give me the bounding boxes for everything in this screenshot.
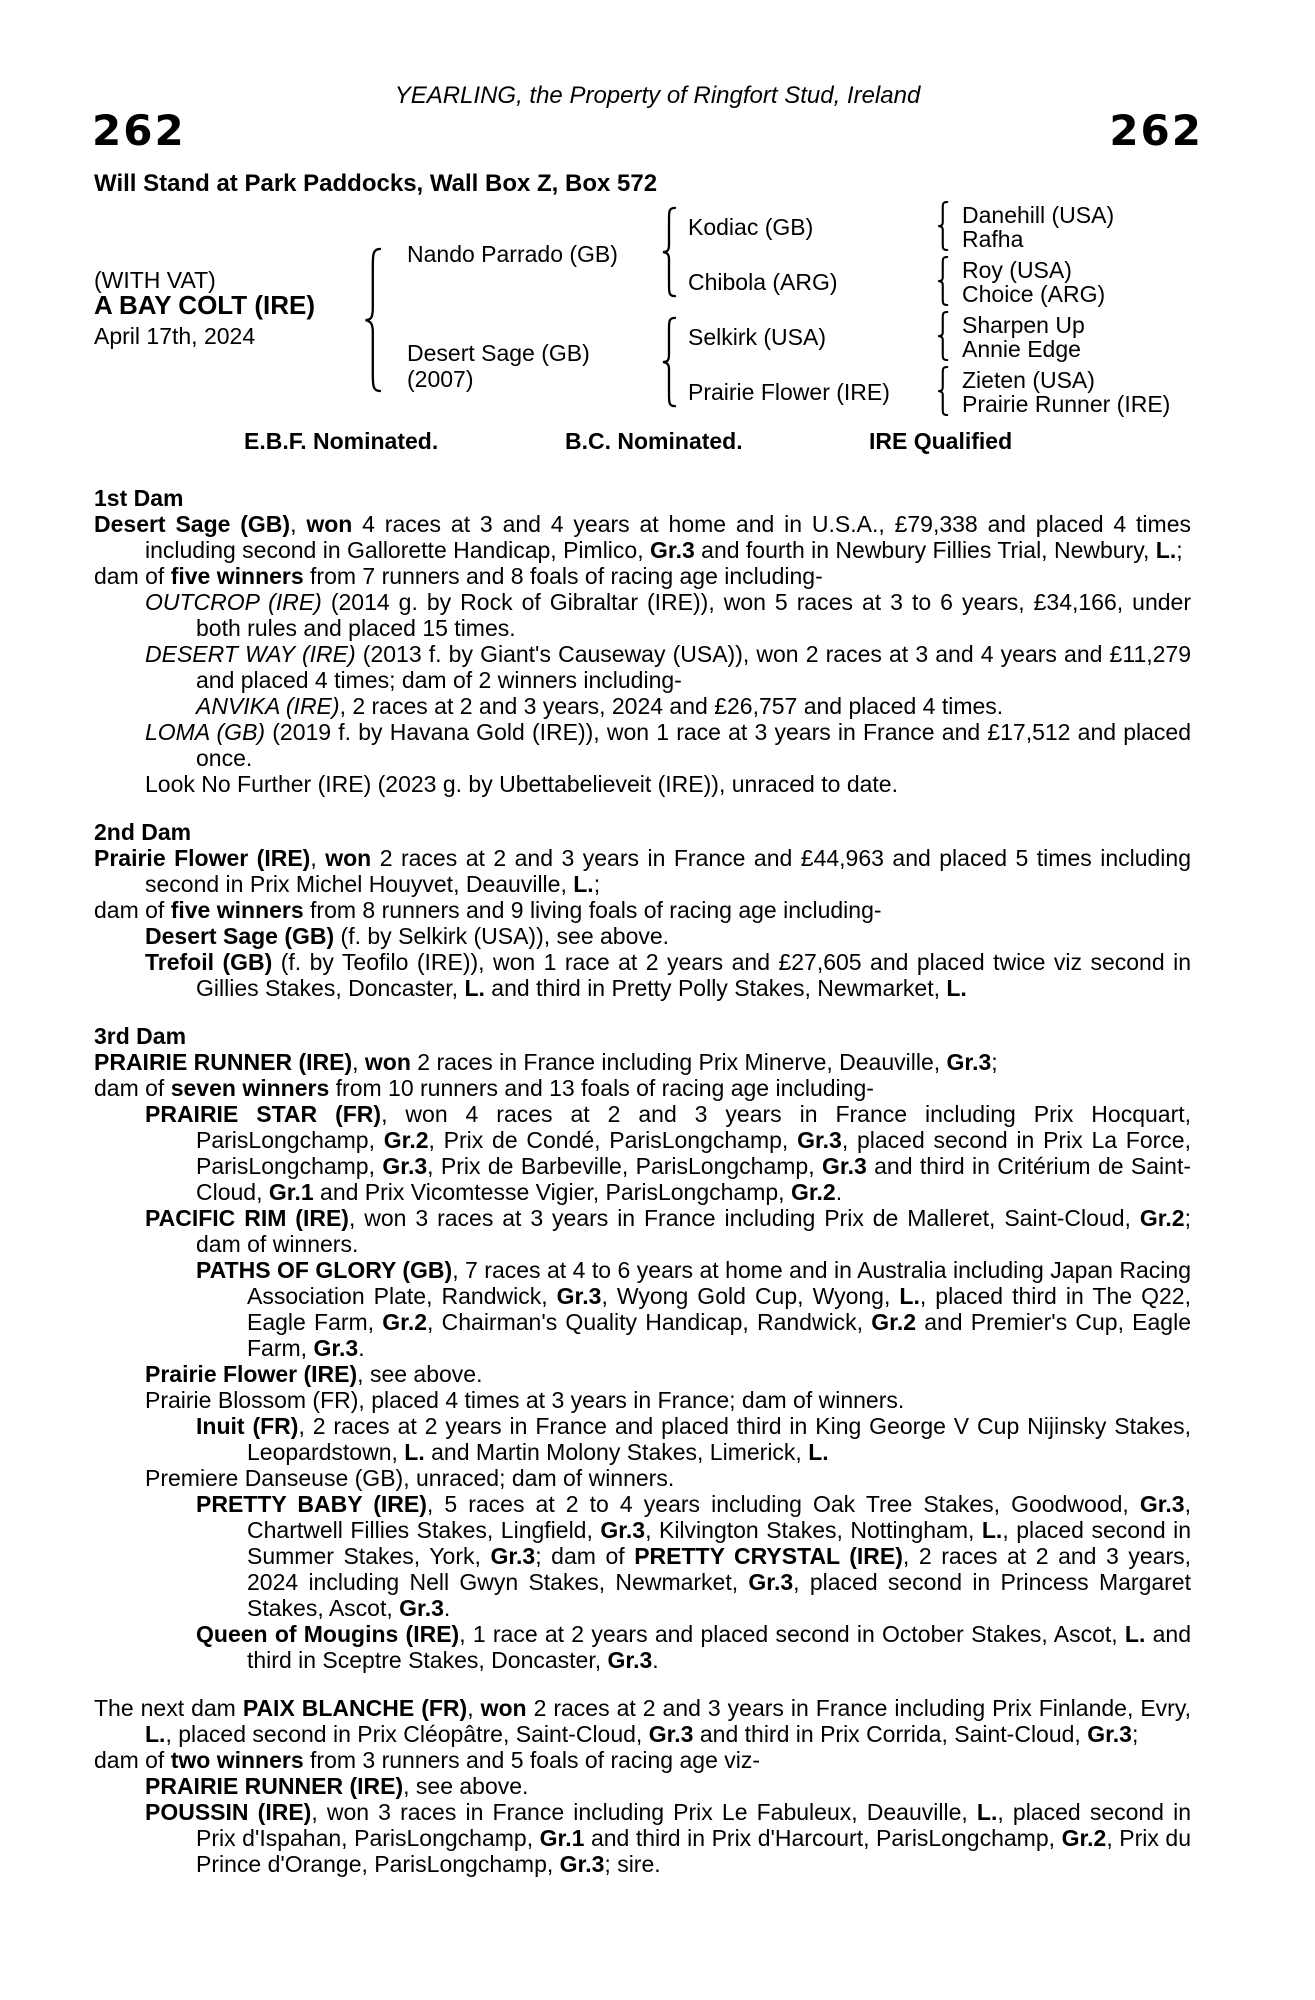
text-segment: and Prix Vicomtesse Vigier, ParisLongchamp, — [313, 1179, 791, 1205]
text-segment: ; sire. — [604, 1851, 661, 1877]
gen3-name: Roy (USA) — [962, 257, 1072, 283]
text-segment: Gr.3 — [1139, 1491, 1185, 1517]
text-segment: . — [358, 1335, 365, 1361]
text-segment: , 2 races at 2 years in France and placed third in King George V Cup Nijinsky Stakes, Leopardstown, — [247, 1413, 1192, 1465]
pedigree-paragraph — [94, 1075, 1191, 1101]
dam-section — [94, 1023, 1191, 1673]
text-segment: ; — [1131, 1721, 1139, 1747]
pedigree-brace-icon — [936, 366, 951, 416]
pedigree-brace-icon — [936, 311, 951, 361]
text-segment: from 3 runners and 5 foals of racing age viz- — [303, 1747, 761, 1773]
text-segment: ; dam of winners. — [196, 1205, 1191, 1257]
text-segment: Prairie Flower (IRE) — [94, 845, 311, 871]
pedigree-paragraph — [94, 1101, 1191, 1205]
text-segment: Gr.3 — [1087, 1721, 1132, 1747]
text-segment: , placed second in Prix La Force, ParisLongchamp, — [196, 1127, 1191, 1179]
pedigree-paragraph — [94, 771, 1191, 797]
text-segment: , see above. — [403, 1773, 529, 1799]
text-segment: and third in Prix d'Harcourt, ParisLongchamp, — [584, 1825, 1062, 1851]
text-segment: L. — [464, 975, 485, 1001]
text-segment: won — [364, 1049, 411, 1075]
bc-nominated-label: B.C. Nominated. — [565, 428, 743, 454]
text-segment: , placed second in Prix d'Ispahan, ParisLongchamp, — [196, 1799, 1192, 1851]
page-title: YEARLING, the Property of Ringfort Stud, Ireland — [394, 82, 921, 109]
pedigree-paragraph — [94, 897, 1191, 923]
text-segment: ; — [991, 1049, 998, 1075]
text-segment: and third in Pretty Polly Stakes, Newmarket, — [484, 975, 947, 1001]
text-segment: L. — [1124, 1621, 1146, 1647]
text-segment: (f. by Teofilo (IRE)), won 1 race at 2 years and £27,605 and placed twice viz second in Gillies Stakes, Doncaster, — [196, 949, 1191, 1001]
text-segment: 2 races in France including Prix Minerve, Deauville, — [410, 1049, 947, 1075]
pedigree-paragraph — [94, 563, 1191, 589]
text-segment: from 10 runners and 13 foals of racing age including- — [329, 1075, 874, 1101]
pedigree-brace-icon — [936, 256, 951, 306]
text-segment: two winners — [170, 1747, 304, 1773]
pedigree-paragraph — [94, 1387, 1191, 1413]
text-segment: L. — [808, 1439, 829, 1465]
pedigree-paragraph — [94, 845, 1191, 897]
text-segment: and Premier's Cup, Eagle Farm, — [247, 1309, 1192, 1361]
text-segment: Gr.1 — [539, 1825, 585, 1851]
text-segment: Gr.1 — [268, 1179, 314, 1205]
text-segment: from 7 runners and 8 foals of racing age including- — [303, 563, 823, 589]
text-segment: Gr.3 — [490, 1543, 536, 1569]
text-segment: , 7 races at 4 to 6 years at home and in Australia including Japan Racing Association Plate, Randwick, — [247, 1257, 1192, 1309]
pedigree-paragraph — [94, 1205, 1191, 1257]
text-segment: , 5 races at 2 to 4 years including Oak Tree Stakes, Goodwood, — [426, 1491, 1140, 1517]
pedigree-paragraph — [94, 589, 1191, 641]
text-segment: L. — [981, 1517, 1003, 1543]
pedigree-brace-icon — [362, 246, 386, 394]
text-segment: Trefoil (GB) — [145, 949, 273, 975]
ire-qualified-label: IRE Qualified — [869, 428, 1013, 454]
text-segment: LOMA (GB) — [145, 719, 266, 745]
gen3-name: Sharpen Up — [962, 312, 1085, 338]
gen3-name: Annie Edge — [962, 336, 1081, 362]
text-segment: won — [306, 511, 353, 537]
pedigree-paragraph — [94, 949, 1191, 1001]
text-segment: and third in Sceptre Stakes, Doncaster, — [247, 1621, 1191, 1673]
ebf-nominated-label: E.B.F. Nominated. — [244, 428, 439, 454]
text-segment: Queen of Mougins (IRE) — [196, 1621, 460, 1647]
foaling-date: April 17th, 2024 — [94, 323, 256, 349]
text-segment: DESERT WAY (IRE) — [145, 641, 356, 667]
text-segment: PATHS OF GLORY (GB) — [196, 1257, 453, 1283]
text-segment: , won 3 races in France including Prix Le Fabuleux, Deauville, — [311, 1799, 977, 1825]
pedigree-paragraph — [94, 1773, 1191, 1799]
vat-note: (WITH VAT) — [94, 267, 216, 293]
text-segment: Gr.3 — [313, 1335, 359, 1361]
text-segment: . — [835, 1179, 843, 1205]
gen3-name: Danehill (USA) — [962, 202, 1115, 228]
stand-location: Will Stand at Park Paddocks, Wall Box Z, Box 572 — [94, 170, 658, 197]
text-segment: Gr.3 — [399, 1595, 444, 1621]
dam-section — [94, 1695, 1191, 1877]
text-segment: , placed third in The Q22, Eagle Farm, — [247, 1283, 1191, 1335]
text-segment: Prairie Blossom (FR), placed 4 times at 3 years in France; dam of winners. — [145, 1387, 905, 1413]
text-segment: (f. by Selkirk (USA)), see above. — [334, 923, 670, 949]
pedigree-paragraph — [94, 1413, 1191, 1465]
text-segment: , Chairman's Quality Handicap, Randwick, — [427, 1309, 872, 1335]
text-segment: Gr.2 — [1061, 1825, 1107, 1851]
text-segment: Gr.3 — [607, 1647, 653, 1673]
text-segment: Gr.3 — [556, 1283, 602, 1309]
text-segment: from 8 runners and 9 living foals of racing age including- — [303, 897, 882, 923]
text-segment: Gr.2 — [871, 1309, 917, 1335]
pedigree-paragraph — [94, 1799, 1191, 1877]
text-segment: Desert Sage (GB) — [145, 923, 335, 949]
text-segment: L. — [404, 1439, 425, 1465]
sire-name: Nando Parrado (GB) — [407, 241, 618, 267]
text-segment: and Martin Molony Stakes, Limerick, — [424, 1439, 809, 1465]
text-segment: and fourth in Newbury Fillies Trial, Newbury, — [694, 537, 1156, 563]
text-segment: Prairie Flower (IRE) — [145, 1361, 358, 1387]
text-segment: Gr.2 — [1139, 1205, 1185, 1231]
text-segment: PRAIRIE RUNNER (IRE) — [145, 1773, 404, 1799]
text-segment: Gr.2 — [790, 1179, 836, 1205]
pedigree-paragraph — [94, 641, 1191, 693]
text-segment: , 1 race at 2 years and placed second in October Stakes, Ascot, — [459, 1621, 1125, 1647]
text-segment: . — [652, 1647, 659, 1673]
text-segment: ANVIKA (IRE) — [196, 693, 340, 719]
text-segment: , Prix de Barbeville, ParisLongchamp, — [427, 1153, 822, 1179]
gen3-name: Zieten (USA) — [962, 367, 1095, 393]
text-segment: Premiere Danseuse (GB), unraced; dam of winners. — [145, 1465, 675, 1491]
text-segment: Gr.2 — [382, 1309, 428, 1335]
text-segment: L. — [1155, 537, 1177, 563]
gen3-name: Prairie Runner (IRE) — [962, 391, 1171, 417]
text-segment: Inuit (FR) — [196, 1413, 299, 1439]
text-segment: Gr.3 — [648, 1721, 694, 1747]
text-segment: dam of — [94, 1747, 171, 1773]
text-segment: L. — [573, 871, 594, 897]
text-segment: Gr.3 — [559, 1851, 605, 1877]
text-segment: 2 races at 2 and 3 years in France and £44,963 and placed 5 times including second in Prix Michel Houyvet, Deauville, — [145, 845, 1192, 897]
pedigree-brace-icon — [936, 201, 951, 251]
text-segment: ; — [1176, 537, 1183, 563]
text-segment: won — [325, 845, 372, 871]
text-segment: PACIFIC RIM (IRE) — [145, 1205, 349, 1231]
text-segment: , placed second in Summer Stakes, York, — [247, 1517, 1192, 1569]
text-segment: Gr.3 — [748, 1569, 794, 1595]
text-segment: Gr.3 — [650, 537, 695, 563]
text-segment: 2 races at 2 and 3 years in France including Prix Finlande, Evry, — [526, 1695, 1192, 1721]
text-segment: and third in Critérium de Saint-Cloud, — [196, 1153, 1191, 1205]
text-segment: Desert Sage (GB) — [94, 511, 291, 537]
lot-number-left: 262 — [92, 106, 186, 155]
text-segment: dam of — [94, 1075, 171, 1101]
text-segment: dam of — [94, 563, 171, 589]
dam-name: Desert Sage (GB) — [407, 340, 590, 366]
pedigree-paragraph — [94, 1491, 1191, 1621]
colt-name: A BAY COLT (IRE) — [94, 290, 316, 320]
text-segment: , placed second in Prix Cléopâtre, Saint-Cloud, — [165, 1721, 649, 1747]
text-segment: seven winners — [170, 1075, 330, 1101]
text-segment: five winners — [170, 563, 304, 589]
text-segment: Gr.3 — [797, 1127, 842, 1153]
pedigree-paragraph — [94, 1257, 1191, 1361]
text-segment: POUSSIN (IRE) — [145, 1799, 312, 1825]
dam-heading: 2nd Dam — [94, 819, 192, 845]
pedigree-paragraph — [94, 1361, 1191, 1387]
pedigree-paragraph — [94, 1695, 1191, 1747]
text-segment: , — [467, 1695, 481, 1721]
pedigree-details — [94, 485, 1191, 1877]
text-segment: PRAIRIE STAR (FR) — [145, 1101, 382, 1127]
text-segment: L. — [899, 1283, 920, 1309]
text-segment: , see above. — [357, 1361, 483, 1387]
text-segment: (2014 g. by Rock of Gibraltar (IRE)), won 5 races at 3 to 6 years, £34,166, under both rules and placed 15 times. — [196, 589, 1191, 641]
text-segment: PRAIRIE RUNNER (IRE) — [94, 1049, 353, 1075]
text-segment: Gr.3 — [822, 1153, 867, 1179]
text-segment: , — [290, 511, 307, 537]
text-segment: Gr.2 — [383, 1127, 429, 1153]
text-segment: dam of — [94, 897, 171, 923]
text-segment: Gr.3 — [600, 1517, 646, 1543]
pedigree-paragraph — [94, 1747, 1191, 1773]
pedigree-paragraph — [94, 719, 1191, 771]
text-segment: ; dam of — [535, 1543, 635, 1569]
dam-heading: 1st Dam — [94, 485, 184, 511]
text-segment: , — [352, 1049, 365, 1075]
text-segment: PAIX BLANCHE (FR) — [242, 1695, 468, 1721]
text-segment: , 2 races at 2 and 3 years, 2024 including Nell Gwyn Stakes, Newmarket, — [247, 1543, 1192, 1595]
pedigree-brace-icon — [660, 206, 680, 298]
pedigree-paragraph — [94, 1465, 1191, 1491]
gen3-name: Rafha — [962, 226, 1024, 252]
dam-heading: 3rd Dam — [94, 1023, 187, 1049]
dam-section — [94, 819, 1191, 1001]
text-segment: L. — [946, 975, 967, 1001]
text-segment: , placed second in Princess Margaret Stakes, Ascot, — [247, 1569, 1191, 1621]
text-segment: and third in Prix Corrida, Saint-Cloud, — [693, 1721, 1088, 1747]
pedigree-paragraph — [94, 511, 1191, 563]
text-segment: , Kilvington Stakes, Nottingham, — [645, 1517, 982, 1543]
text-segment: , Chartwell Fillies Stakes, Lingfield, — [247, 1491, 1191, 1543]
sire-dam-name: Chibola (ARG) — [688, 269, 838, 295]
text-segment: L. — [976, 1799, 998, 1825]
dam-sire-name: Selkirk (USA) — [688, 324, 827, 350]
dam-year: (2007) — [407, 366, 474, 392]
pedigree-paragraph — [94, 693, 1191, 719]
text-segment: OUTCROP (IRE) — [145, 589, 322, 615]
pedigree-brace-icon — [660, 316, 680, 408]
text-segment: five winners — [170, 897, 304, 923]
pedigree-paragraph — [94, 1049, 1191, 1075]
text-segment: Gr.3 — [946, 1049, 992, 1075]
text-segment: L. — [145, 1721, 166, 1747]
text-segment: PRETTY CRYSTAL (IRE) — [634, 1543, 903, 1569]
pedigree-paragraph — [94, 1621, 1191, 1673]
sire-sire-name: Kodiac (GB) — [688, 214, 814, 240]
text-segment: Look No Further (IRE) (2023 g. by Ubettabelieveit (IRE)), unraced to date. — [145, 771, 898, 797]
text-segment: , — [310, 845, 326, 871]
text-segment: , Prix de Condé, ParisLongchamp, — [428, 1127, 798, 1153]
text-segment: PRETTY BABY (IRE) — [196, 1491, 427, 1517]
text-segment: , Prix du Prince d'Orange, ParisLongchamp, — [196, 1825, 1191, 1877]
text-segment: , 2 races at 2 and 3 years, 2024 and £26,757 and placed 4 times. — [339, 693, 1004, 719]
text-segment: , Wyong Gold Cup, Wyong, — [601, 1283, 900, 1309]
dam-section — [94, 485, 1191, 797]
text-segment: The next dam — [94, 1695, 243, 1721]
dam-dam-name: Prairie Flower (IRE) — [688, 379, 890, 405]
lot-number-right: 262 — [1109, 106, 1203, 155]
text-segment: , won 4 races at 2 and 3 years in France including Prix Hocquart, ParisLongchamp, — [196, 1101, 1192, 1153]
text-segment: ; — [593, 871, 601, 897]
text-segment: , won 3 races at 3 years in France including Prix de Malleret, Saint-Cloud, — [348, 1205, 1140, 1231]
text-segment: (2019 f. by Havana Gold (IRE)), won 1 race at 3 years in France and £17,512 and placed once. — [196, 719, 1191, 771]
text-segment: Gr.3 — [382, 1153, 428, 1179]
gen3-name: Choice (ARG) — [962, 281, 1106, 307]
text-segment: (2013 f. by Giant's Causeway (USA)), won 2 races at 3 and 4 years and £11,279 and placed 4 times; dam of 2 winners including- — [196, 641, 1191, 693]
text-segment: 4 races at 3 and 4 years at home and in U.S.A., £79,338 and placed 4 times including second in Gallorette Handicap, Pimlico, — [145, 511, 1191, 563]
pedigree-paragraph — [94, 923, 1191, 949]
text-segment: . — [443, 1595, 451, 1621]
text-segment: won — [480, 1695, 527, 1721]
